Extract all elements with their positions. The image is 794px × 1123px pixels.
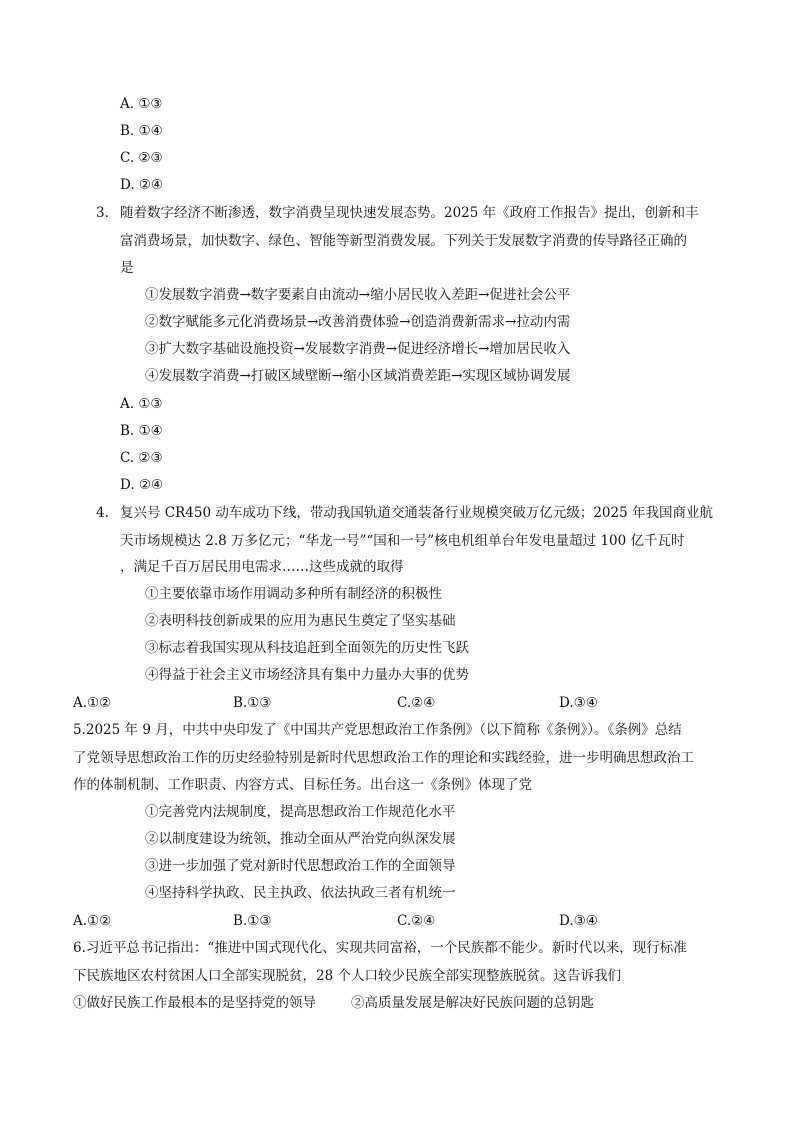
q6-statement-2: ②高质量发展是解决好民族问题的总钥匙 — [351, 995, 594, 1011]
q4-statement-4: ④得益于社会主义市场经济具有集中力量办大事的优势 — [145, 667, 469, 683]
q2-option-d: D. ②④ — [120, 177, 164, 193]
q5-option-b: B.①③ — [233, 913, 272, 929]
q4-option-d: D.③④ — [559, 695, 598, 711]
q6-stem-line: 下民族地区农村贫困人口全部实现脱贫，28 个人口较少民族全部实现整族脱贫。这告诉我们 — [73, 968, 621, 984]
q3-statement-2: ②数字赋能多元化消费场景→改善消费体验→创造消费新需求→拉动内需 — [145, 314, 571, 330]
q4-stem-line: 天市场规模达 2.8 万多亿元；“华龙一号”“国和一号”核电机组单台年发电量超过 100 亿千瓦时 — [120, 533, 685, 549]
q3-option-d: D. ②④ — [120, 477, 164, 493]
q3-statement-1: ①发展数字消费→数字要素自由流动→缩小居民收入差距→促进社会公平 — [145, 287, 571, 303]
q6-stem-line: 6.习近平总书记指出：“推进中国式现代化、实现共同富裕，一个民族都不能少。新时代以来，现行标准 — [73, 940, 687, 956]
q4-statement-2: ②表明科技创新成果的应用为惠民生奠定了坚实基础 — [145, 613, 456, 629]
q5-stem-line: 了党领导思想政治工作的历史经验特别是新时代思想政治工作的理论和实践经验，进一步明确思想政治工 — [73, 750, 694, 766]
q3-stem-line: 随着数字经济不断渗透，数字消费呈现快速发展态势。2025 年《政府工作报告》提出，创新和丰 — [120, 205, 699, 221]
q5-statement-3: ③进一步加强了党对新时代思想政治工作的全面领导 — [145, 858, 456, 874]
q4-number: 4. — [96, 505, 109, 521]
q3-option-a: A. ①③ — [120, 396, 163, 412]
q4-statement-3: ③标志着我国实现从科技追赶到全面领先的历史性飞跃 — [145, 640, 469, 656]
q5-statement-4: ④坚持科学执政、民主执政、依法执政三者有机统一 — [145, 885, 456, 901]
q5-statement-1: ①完善党内法规制度，提高思想政治工作规范化水平 — [145, 804, 456, 820]
q2-option-b: B. ①④ — [120, 123, 163, 139]
q4-statement-1: ①主要依靠市场作用调动多种所有制经济的积极性 — [145, 586, 442, 602]
q5-statement-2: ②以制度建设为统领，推动全面从严治党向纵深发展 — [145, 831, 456, 847]
q3-stem-line: 富消费场景，加快数字、绿色、智能等新型消费发展。下列关于发展数字消费的传导路径正确的 — [120, 233, 687, 249]
q4-option-a: A.①② — [73, 695, 112, 711]
q3-statement-4: ④发展数字消费→打破区域壁断→缩小区域消费差距→实现区域协调发展 — [145, 368, 571, 384]
q4-option-c: C.②④ — [397, 695, 436, 711]
q4-stem-line: ，满足千百万居民用电需求……这些成就的取得 — [120, 559, 404, 575]
q2-option-a: A. ①③ — [120, 96, 163, 112]
q3-option-b: B. ①④ — [120, 423, 163, 439]
q6-statement-1: ①做好民族工作最根本的是坚持党的领导 — [73, 995, 316, 1011]
q5-option-c: C.②④ — [397, 913, 436, 929]
q5-stem-line: 5.2025 年 9 月，中共中央印发了《中国共产党思想政治工作条例》（以下简称《条例》）。《条例》总结 — [73, 722, 682, 738]
q2-option-c: C. ②③ — [120, 150, 163, 166]
q4-stem-line: 复兴号 CR450 动车成功下线，带动我国轨道交通装备行业规模突破万亿元级；2025 年我国商业航 — [120, 505, 713, 521]
q5-stem-line: 作的体制机制、工作职责、内容方式、目标任务。出台这一《条例》体现了党 — [73, 777, 532, 793]
q3-statement-3: ③扩大数字基础设施投资→发展数字消费→促进经济增长→增加居民收入 — [145, 341, 571, 357]
q5-option-a: A.①② — [73, 913, 112, 929]
q3-stem-line: 是 — [120, 260, 134, 276]
q3-option-c: C. ②③ — [120, 450, 163, 466]
q5-option-d: D.③④ — [559, 913, 598, 929]
q4-option-b: B.①③ — [233, 695, 272, 711]
q3-number: 3. — [96, 205, 109, 221]
